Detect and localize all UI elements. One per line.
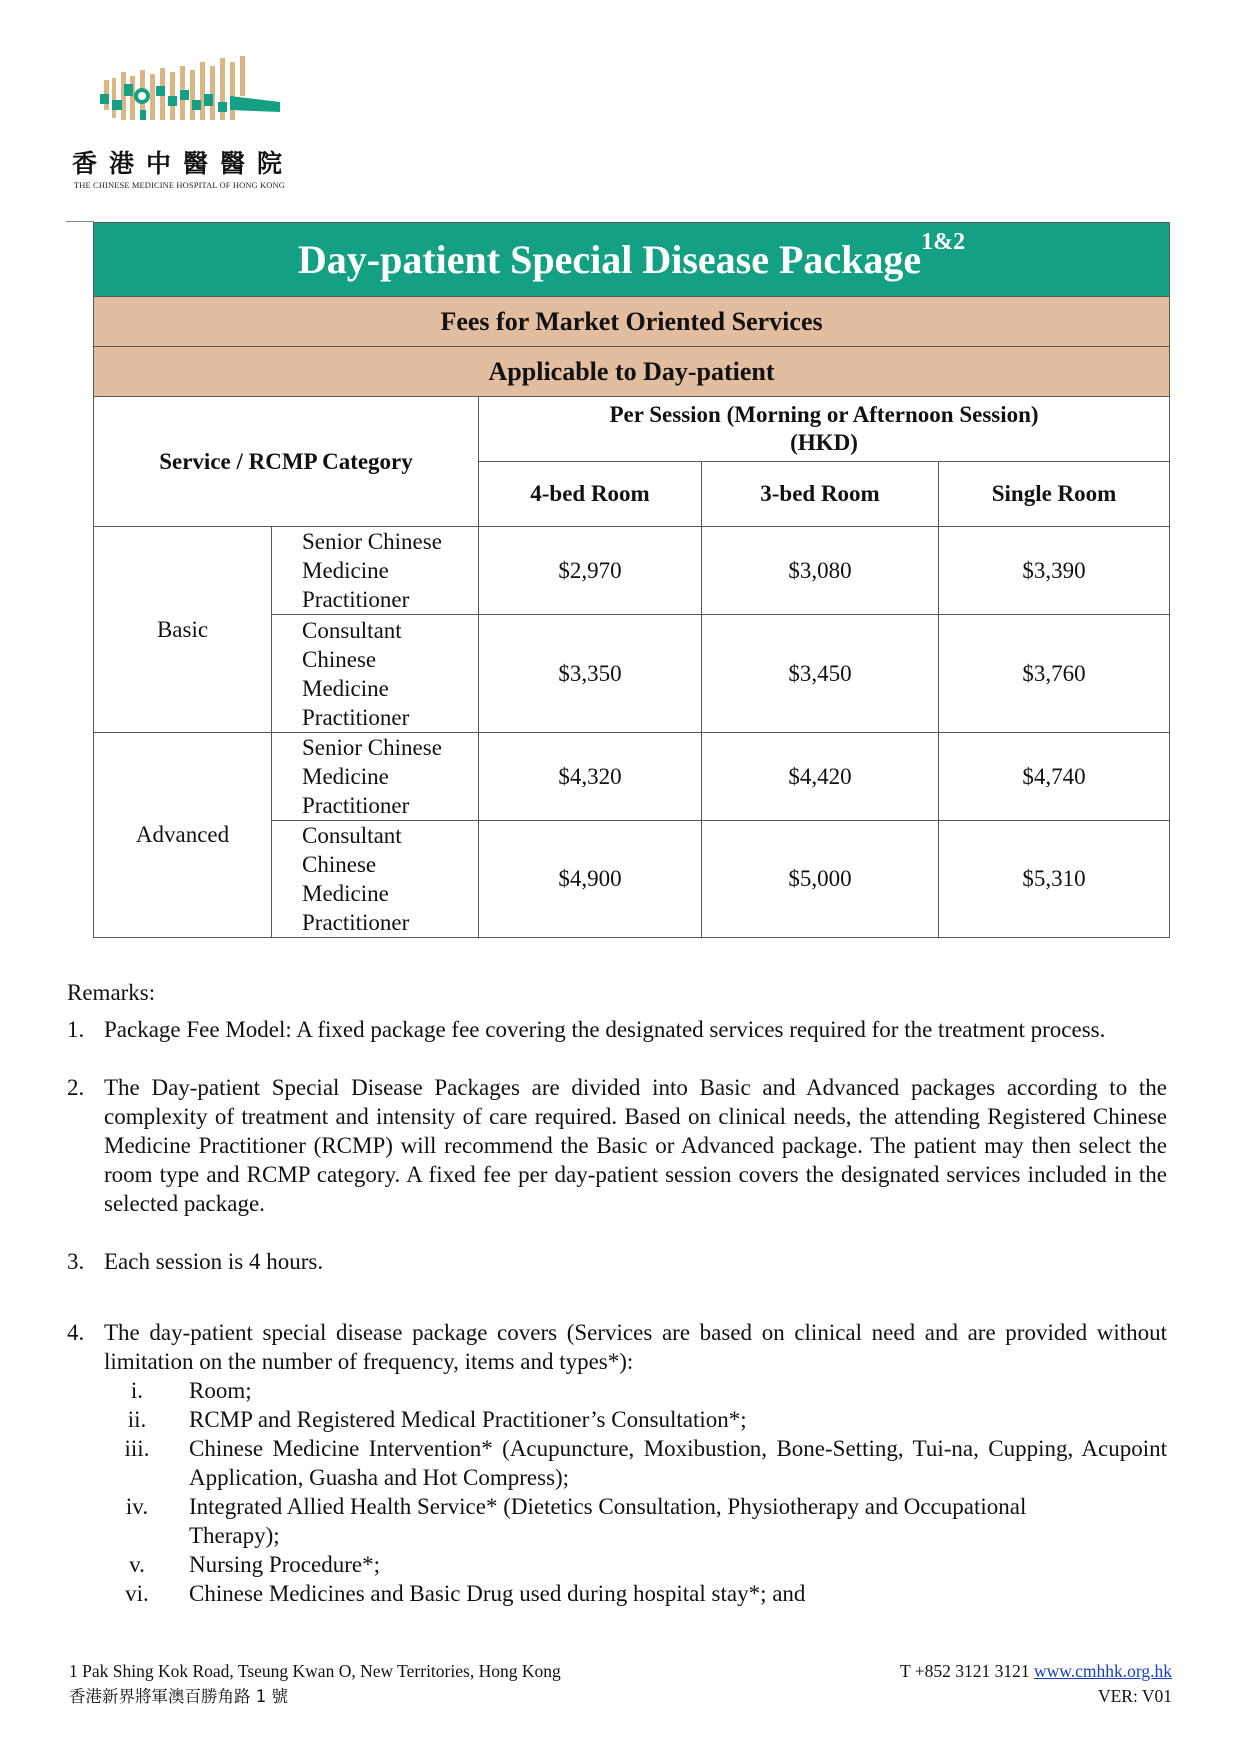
table-subtitle: Fees for Market Oriented Services bbox=[94, 297, 1170, 347]
table-title-superscript: 1&2 bbox=[921, 229, 966, 255]
remark-item bbox=[67, 1318, 1167, 1376]
version-label: VER: V01 bbox=[1097, 1686, 1172, 1706]
table-row bbox=[94, 733, 1170, 821]
fee-cell: $3,450 bbox=[702, 615, 939, 733]
session-header-line1: Per Session (Morning or Afternoon Session) bbox=[609, 402, 1039, 427]
address-chinese: 香港新界將軍澳百勝角路 1 號 bbox=[69, 1687, 288, 1706]
rcmp-category: Consultant Chinese Medicine Practitioner bbox=[272, 615, 479, 733]
fee-table bbox=[93, 222, 1170, 938]
subitem-text: Chinese Medicines and Basic Drug used during hospital stay*; and bbox=[189, 1581, 806, 1606]
remark-text: The Day-patient Special Disease Packages are divided into Basic and Advanced packages according to the complexity of treatment and intensity of care required. Based on clinical needs, the attending Registered Chinese Medicine Practitioner (RCMP) will recommend the Basic or Advanced package. The patient may then select the room type and RCMP category. A fixed fee per day-patient session covers the designated services included in the selected package. bbox=[104, 1075, 1167, 1216]
remark-subitem bbox=[67, 1434, 1167, 1492]
rcmp-category: Senior Chinese Medicine Practitioner bbox=[272, 527, 479, 615]
remark-number: 1. bbox=[67, 1017, 85, 1042]
contact-line bbox=[900, 1659, 1172, 1684]
hospital-logo bbox=[72, 56, 322, 196]
subitem-text: Nursing Procedure*; bbox=[189, 1552, 380, 1577]
remark-subitem bbox=[67, 1405, 1167, 1434]
table-title bbox=[94, 223, 1170, 297]
fee-cell: $3,350 bbox=[479, 615, 702, 733]
remark-item bbox=[67, 1015, 1204, 1044]
table-applicability: Applicable to Day-patient bbox=[94, 347, 1170, 397]
fee-cell: $2,970 bbox=[479, 527, 702, 615]
room-header-single: Single Room bbox=[939, 462, 1170, 527]
session-header bbox=[479, 397, 1170, 462]
subitem-text: RCMP and Registered Medical Practitioner’s Consultation*; bbox=[189, 1407, 747, 1432]
fee-cell: $4,420 bbox=[702, 733, 939, 821]
table-title-text: Day-patient Special Disease Package bbox=[297, 237, 922, 282]
remark-subitem bbox=[67, 1492, 1167, 1550]
subitem-text: Integrated Allied Health Service* (Dietetics Consultation, Physiotherapy and Occupational Therapy); bbox=[189, 1494, 1027, 1548]
fee-cell: $3,390 bbox=[939, 527, 1170, 615]
subitem-number: v. bbox=[129, 1552, 145, 1577]
fee-cell: $4,900 bbox=[479, 821, 702, 938]
room-header-4bed: 4-bed Room bbox=[479, 462, 702, 527]
remark-number: 4. bbox=[67, 1320, 85, 1345]
remark-subitem bbox=[67, 1579, 1167, 1608]
remarks-title: Remarks: bbox=[67, 980, 156, 1005]
fee-cell: $4,320 bbox=[479, 733, 702, 821]
logo-chinese-name: 香港中醫醫院 bbox=[72, 149, 295, 178]
package-advanced: Advanced bbox=[94, 733, 272, 938]
remark-subitem bbox=[67, 1550, 1167, 1579]
rcmp-category: Consultant Chinese Medicine Practitioner bbox=[272, 821, 479, 938]
remark-text: The day-patient special disease package covers (Services are based on clinical need and are provided without limitation on the number of frequency, items and types*): bbox=[104, 1320, 1167, 1374]
remark-subitem bbox=[67, 1376, 1167, 1405]
header-divider bbox=[66, 221, 94, 222]
subitem-text: Chinese Medicine Intervention* (Acupuncture, Moxibustion, Bone-Setting, Tui-na, Cupping, Acupoint Application, Guasha and Hot Compress); bbox=[189, 1436, 1167, 1490]
subitem-number: ii. bbox=[127, 1407, 147, 1432]
subitem-number: i. bbox=[130, 1378, 144, 1403]
fee-cell: $4,740 bbox=[939, 733, 1170, 821]
website-link[interactable]: www.cmhhk.org.hk bbox=[1033, 1661, 1172, 1681]
logo-english-name: THE CHINESE MEDICINE HOSPITAL OF HONG KONG bbox=[74, 180, 285, 190]
remarks-section bbox=[67, 978, 1167, 1608]
subitem-number: vi. bbox=[125, 1581, 149, 1606]
subitem-number: iv. bbox=[125, 1494, 149, 1519]
fee-cell: $5,000 bbox=[702, 821, 939, 938]
remark-text: Package Fee Model: A fixed package fee covering the designated services required for the treatment process. bbox=[104, 1017, 1106, 1042]
remark-text: Each session is 4 hours. bbox=[104, 1249, 324, 1274]
subitem-text: Room; bbox=[189, 1378, 252, 1403]
footer-address bbox=[69, 1659, 561, 1709]
table-row bbox=[94, 527, 1170, 615]
category-header: Service / RCMP Category bbox=[94, 397, 479, 527]
address-english: 1 Pak Shing Kok Road, Tseung Kwan O, New Territories, Hong Kong bbox=[69, 1661, 561, 1681]
fee-cell: $5,310 bbox=[939, 821, 1170, 938]
room-header-3bed: 3-bed Room bbox=[702, 462, 939, 527]
session-header-line2: (HKD) bbox=[790, 430, 858, 455]
phone-number: T +852 3121 3121 bbox=[899, 1661, 1030, 1681]
fee-cell: $3,760 bbox=[939, 615, 1170, 733]
package-basic: Basic bbox=[94, 527, 272, 733]
subitem-number: iii. bbox=[124, 1436, 150, 1461]
footer-contact bbox=[900, 1659, 1172, 1709]
remark-number: 3. bbox=[67, 1249, 85, 1274]
fee-cell: $3,080 bbox=[702, 527, 939, 615]
remark-number: 2. bbox=[67, 1075, 85, 1100]
rcmp-category: Senior Chinese Medicine Practitioner bbox=[272, 733, 479, 821]
remark-item bbox=[67, 1247, 1167, 1276]
logo-mark-icon bbox=[100, 56, 300, 136]
remark-item bbox=[67, 1073, 1167, 1218]
